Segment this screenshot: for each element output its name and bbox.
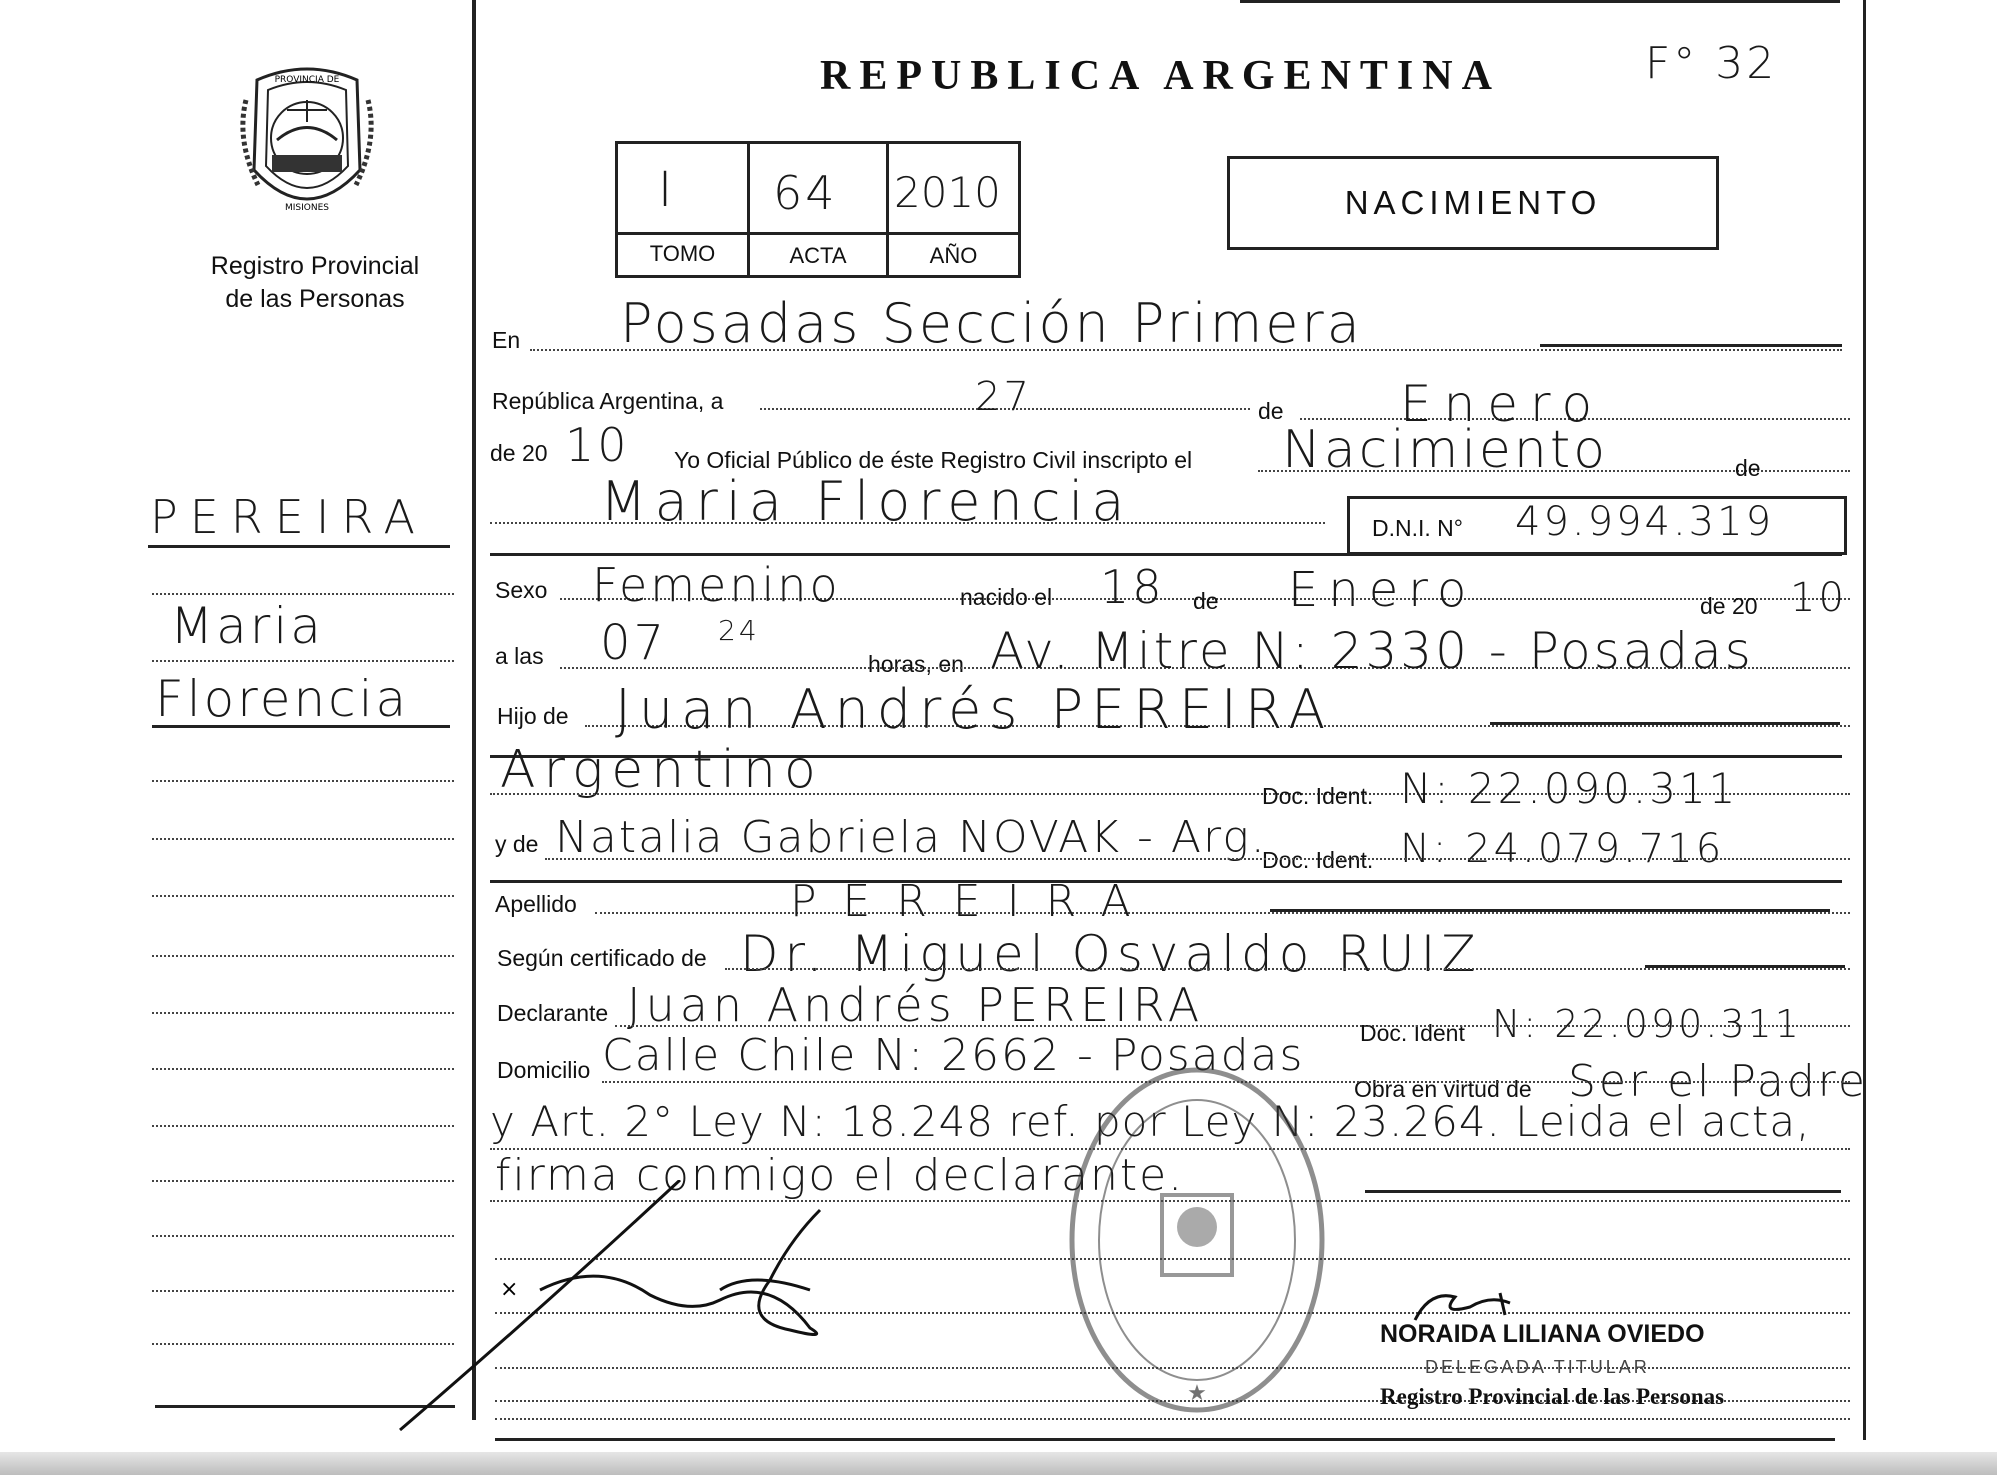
seal-top-text: PROVINCIA DE xyxy=(274,75,340,85)
dni-box xyxy=(1347,496,1847,555)
value-nac-mes: Enero xyxy=(1288,562,1477,618)
value-lugar: Posadas Sección Primera xyxy=(620,292,1363,355)
official-round-stamp xyxy=(1062,1055,1332,1425)
value-nac-dia: 18 xyxy=(1100,560,1165,614)
value-nombre: Maria Florencia xyxy=(600,470,1133,533)
value-padre-nac: Argentino xyxy=(500,740,824,800)
right-border xyxy=(1863,0,1866,1440)
value-madre-doc: N: 24.079.716 xyxy=(1400,826,1725,872)
label-oficial: Yo Oficial Público de éste Registro Civil inscripto el xyxy=(674,447,1193,473)
document-type: NACIMIENTO xyxy=(1344,184,1602,221)
agency-name xyxy=(170,250,460,316)
value-certificado: Dr. Miguel Osvaldo RUIZ xyxy=(740,925,1482,983)
value-minutos: 24 xyxy=(718,614,760,647)
label-nac-de: de xyxy=(1193,588,1219,614)
province-seal xyxy=(232,60,382,225)
margin-name-1: Maria xyxy=(170,597,324,655)
label-doc-ident-padre: Doc. Ident. xyxy=(1262,783,1374,809)
value-dia: 27 xyxy=(975,374,1032,420)
record-box xyxy=(615,141,1021,278)
acta-value: 64 xyxy=(773,166,838,220)
margin-name-2: Florencia xyxy=(155,670,410,728)
signature-declarant xyxy=(390,1180,1010,1440)
label-de-20: de 20 xyxy=(490,440,548,466)
document-type-box xyxy=(1227,156,1719,250)
label-dni: D.N.I. N° xyxy=(1372,515,1463,541)
label-nac-de-20: de 20 xyxy=(1700,593,1758,619)
value-nac-anio: 10 xyxy=(1790,575,1847,621)
official-title: DELEGADA TITULAR xyxy=(1425,1357,1650,1377)
bottom-edge-shadow xyxy=(0,1452,1997,1475)
label-domicilio: Domicilio xyxy=(497,1057,591,1083)
margin-surname: PEREIRA xyxy=(150,490,427,544)
value-declarante: Juan Andrés PEREIRA xyxy=(627,978,1205,1032)
top-border xyxy=(1240,0,1840,3)
anio-value: 2010 xyxy=(894,168,1001,217)
value-hora: 07 xyxy=(600,615,668,671)
label-republica-a: República Argentina, a xyxy=(492,388,724,414)
label-apellido: Apellido xyxy=(495,891,577,917)
seal-bottom-text: MISIONES xyxy=(284,203,330,213)
country-title: REPUBLICA ARGENTINA xyxy=(820,53,1501,99)
value-inscripto: Nacimiento xyxy=(1282,420,1609,480)
value-padre-doc: N: 22.090.311 xyxy=(1400,764,1739,813)
svg-text:×: × xyxy=(500,1277,519,1302)
tomo-value: I xyxy=(658,162,676,218)
value-apellido: PEREIRA xyxy=(790,876,1157,927)
label-a-las: a las xyxy=(495,643,544,669)
label-nacido: nacido el xyxy=(960,584,1053,610)
value-lugar-nac: Av. Mitre N: 2330 - Posadas xyxy=(990,622,1754,680)
value-sexo: Femenino xyxy=(592,558,841,612)
official-agency: Registro Provincial de las Personas xyxy=(1380,1384,1725,1409)
svg-text:★: ★ xyxy=(1187,1381,1207,1406)
label-horas: horas, en xyxy=(868,651,964,677)
value-mes: Enero xyxy=(1400,375,1605,433)
value-texto-1: y Art. 2° Ley N: 18.248 ref. por Ley N: 23.264. Leida el acta, xyxy=(490,1097,1811,1146)
tomo-label: TOMO xyxy=(649,241,716,266)
label-doc-ident-madre: Doc. Ident. xyxy=(1262,847,1374,873)
anio-label: AÑO xyxy=(929,243,978,268)
official-name: NORAIDA LILIANA OVIEDO xyxy=(1380,1320,1705,1348)
value-domicilio: Calle Chile N: 2662 - Posadas xyxy=(602,1030,1305,1081)
folio-number: F° 32 xyxy=(1645,38,1778,89)
value-padre: Juan Andrés PEREIRA xyxy=(615,678,1334,741)
label-segun: Según certificado de xyxy=(497,945,707,971)
value-texto-2: firma conmigo el declarante. xyxy=(495,1150,1185,1201)
value-dni: 49.994.319 xyxy=(1515,499,1775,545)
label-hijo: Hijo de xyxy=(497,703,569,729)
value-decl-doc: N: 22.090.311 xyxy=(1492,1002,1802,1046)
agency-line-1: Registro Provincial xyxy=(210,252,420,280)
label-doc-ident-decl: Doc. Ident xyxy=(1360,1020,1465,1046)
value-anio: 10 xyxy=(565,418,630,472)
label-de-2: de xyxy=(1735,455,1761,481)
label-declarante: Declarante xyxy=(497,1000,609,1026)
label-en: En xyxy=(492,327,521,353)
acta-label: ACTA xyxy=(789,243,847,268)
value-madre: Natalia Gabriela NOVAK - Arg. xyxy=(555,812,1267,863)
label-obra: Obra en virtud de xyxy=(1354,1076,1532,1102)
label-sexo: Sexo xyxy=(495,577,548,603)
label-y-de: y de xyxy=(495,831,539,857)
value-obra: Ser el Padre xyxy=(1568,1056,1868,1107)
label-de: de xyxy=(1258,398,1284,424)
agency-line-2: de las Personas xyxy=(225,285,405,313)
